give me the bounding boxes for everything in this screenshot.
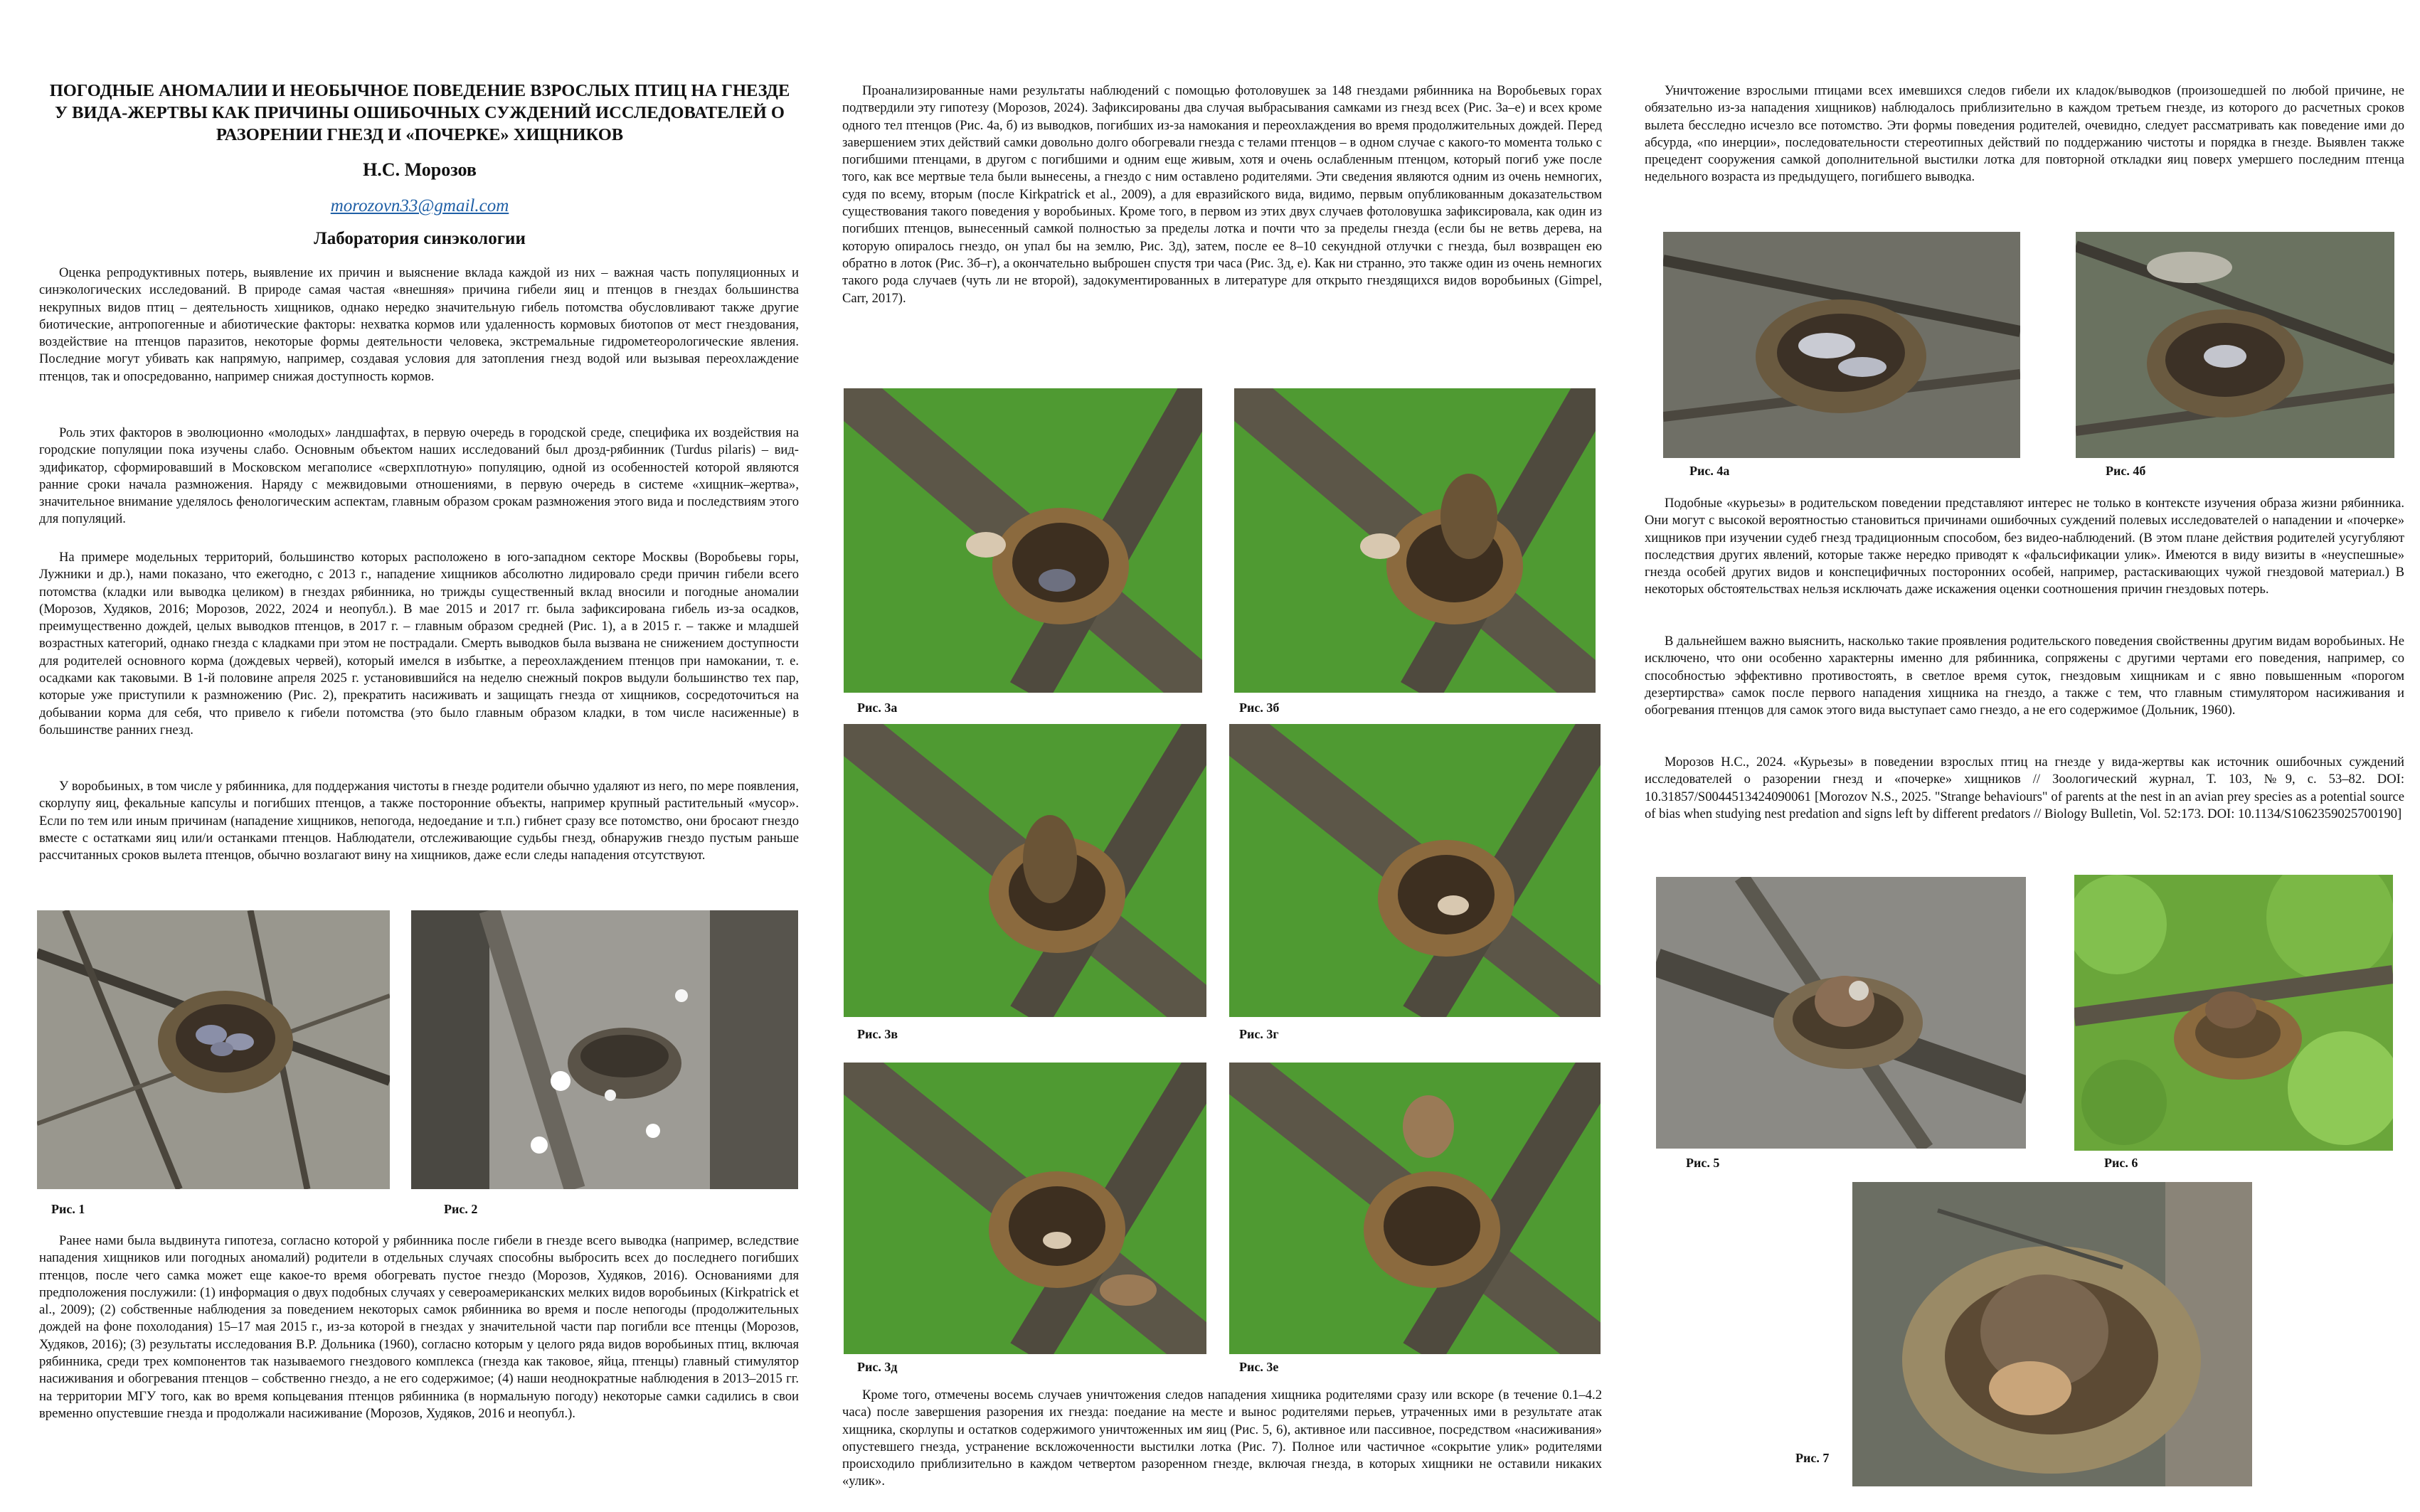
col3-paragraph-1: Уничтожение взрослыми птицами всех имевшихся следов гибели их кладок/выводков (произошедшей по любой причине, не обязательно из-за нападения хищников) наблюдалось приблизительно в каждом третьем гнезде, из которого до расчетных сроков вылета бесследно исчезло все потомство. Эти формы поведения родителей, очевидно, следует рассматривать как поведение ими до абсурда, «по инерции», последовательности стереотипных действий по поддержанию чистоты и порядка в гнезде. Выявлен также прецедент сооружения самкой дополнительной выстилки лотка для повторной откладки яиц поверх умершего последним птенца недельного возраста из предыдущего, погибшего выводка. [1645,83,2404,185]
figure-3g-caption: Рис. 3г [1239,1027,1279,1041]
figure-6-caption: Рис. 6 [2104,1156,2138,1170]
figure-6-photo [2074,875,2393,1151]
col2-paragraph-1: Проанализированные нами результаты наблюдений с помощью фотоловушек за 148 гнездами рябинника на Воробьевых горах подтвердили эту гипотезу (Морозов, 2024). Зафиксированы два случая выбрасывания самками из гнезд всех (Рис. 3а–е) и всех кроме одного тел птенцов (Рис. 4а, б) из выводков, погибших из-за намокания и переохлаждения во время продолжительных дождей. Перед завершением этих действий самки довольно долго обогревали гнезда с телами птенцов – в одном случае с какого-то момента только с погибшими птенцами, в другом с погибшими и одним еще живым, хотя и очень ослабленным птенцом, который погиб уже после того, как все мертвые тела были вынесены, а гнездо с ним оставлено родителями. Эти сведения являются одним из очень немногих, судя по всему, вторым (после Kirkpatrick et al., 2009), а для евразийского вида, видимо, первым опубликованным доказательством существования такого поведения у воробьиных. Кроме того, в первом из этих двух случаев фотоловушка зафиксировала, как один из погибших птенцов, вынесенный самкой полностью за пределы лотка и почти что за пределы гнезда (если бы не ветвь дерева, на которую опиралось гнездо, он упал бы на землю, Рис. 3д), затем, после ее 8–10 секундной отлучки с гнезда, был возвращен ею обратно в лоток (Рис. 3б–г), а окончательно выброшен спустя три часа (Рис. 3д, е). Как ни странно, это также один из очень немногих такого рода случаев (чуть ли не второй), задокументированных в литературе для открыто гнездящихся видов воробьиных (Gimpel, Carr, 2017). [842,83,1602,306]
figure-4a-caption: Рис. 4а [1689,464,1730,478]
figure-7-caption: Рис. 7 [1795,1451,1830,1465]
figure-3v-caption: Рис. 3в [857,1027,898,1041]
figure-7-photo [1852,1182,2252,1486]
col1-paragraph-1: Оценка репродуктивных потерь, выявление их причин и выяснение вклада каждой из них – важная часть популяционных и синэкологических исследований. В природе самая частая «внешняя» причина гибели яиц и птенцов в гнездах большинства некрупных видов птиц – деятельность хищников, однако нередко значительную гибель потомства обусловливают также другие биотические, антропогенные и абиотические факторы: нехватка кормов или удаленность кормовых биотопов от мест гнездования, воздействие на птенцов паразитов, некоторые формы деятельности человека, экстремальные гидрометеорологические явления. Последние могут убивать как напрямую, например, создавая условия для затопления гнезд водой или вызывая переохлаждение птенцов, так и опосредованно, например снижая доступность кормов. [39,265,799,384]
author-email-link[interactable]: morozovn33@gmail.com [330,196,509,215]
col2-paragraph-2: Кроме того, отмечены восемь случаев уничтожения следов нападения хищника родителями сразу или вскоре (в течение 0.1–4.2 часа) после завершения разорения их гнезда: поедание на месте и вынос родителями перьев, утраченных ими в результате атак хищника, скорлупы и остатков содержимого уничтоженных им яиц (Рис. 5, 6), активное или пассивное, посредством «насиживания» опустевшего гнезда, устранение вскложоченности выстилки лотка (Рис. 7). Полное или частичное «сокрытие улик» родителями происходило приблизительно в каждом четвертом разоренном гнезде, включая гнезда, в которых хищники не оставили никаких «улик». [842,1388,1602,1489]
figure-3d-photo [844,1063,1206,1354]
col1-paragraph-4: У воробьиных, в том числе у рябинника, для поддержания чистоты в гнезде родители обычно удаляют из него, по мере появления, скорлупу яиц, фекальные капсулы и погибших птенцов, а также посторонние объекты, например крупный растительный «мусор». Если по тем или иным причинам (нападение хищников, непогода, недоедание и т.п.) гибнет сразу все потомство, они бросают гнездо вместе с остатками яиц или/и останками птенцов. Наблюдатели, отслеживающие судьбы гнезд, обнаружив гнездо пустым раньше рассчитанных сроков вылета птенцов, обычно возлагают вину на хищников, даже если следы нападения отсутствуют. [39,779,799,863]
figure-3v-photo [844,724,1206,1017]
figure-3d-caption: Рис. 3д [857,1360,898,1374]
figure-3e-photo [1229,1063,1601,1354]
figure-3b-caption: Рис. 3б [1239,701,1280,715]
col3-paragraph-2: Подобные «курьезы» в родительском поведении представляют интерес не только в контексте изучения образа жизни рябинника. Они могут с высокой вероятностью становиться причинами ошибочных суждений полевых исследователей о нападении и «почерке» хищников при изучении судеб гнезд традиционным способом, без видео-наблюдений. (В этом плане действия родителей усугубляют последствия других явлений, которые также нередко приводят к «фальсификации улик». Имеются в виду визиты в «неуспешные» гнезда особей других видов и конспецифичных посторонних особей, например, растаскивающих чужой гнездовой материал.) В некоторых обстоятельствах нельзя исключать даже искажения оценки соотношения причин гнездовых потерь. [1645,496,2404,597]
figure-4b-caption: Рис. 4б [2106,464,2146,478]
figure-4b-photo [2076,232,2394,458]
figure-4a-photo [1663,232,2020,458]
figure-3g-photo [1229,724,1601,1017]
col3-reference: Морозов Н.С., 2024. «Курьезы» в поведении взрослых птиц на гнезде у вида-жертвы как источник ошибочных суждений исследователей о разорении гнезд и «почерке» хищников // Зоологический журнал, Т. 103, №9, с. 53–82. DOI: 10.31857/S0044513424090061 [Morozov N.S., 2025. "Strange behaviours" of parents at the nest in an avian prey species as a potential source of bias when studying nest predation and signs left by different predators // Biology Bulletin, Vol. 52:173. DOI: 10.1134/S1062359025700190] [1645,755,2404,821]
figure-2-caption: Рис. 2 [444,1202,478,1216]
col3-paragraph-3: В дальнейшем важно выяснить, насколько такие проявления родительского поведения свойственны другим видам воробьиных. Не исключено, что они особенно характерны именно для рябинника, сопряжены с другими чертами его поведения, например, со способностью эффективно противостоять, в светлое время суток, гнездовым хищникам и с явно повышенным «порогом дезертирства» самок после первого нападения хищника на гнездо, а также с тем, что главным стимулятором насиживания и обогревания птенцов для самок этого вида выступает само гнездо, а не его содержимое (Дольник, 1960). [1645,634,2404,718]
col1-paragraph-3: На примере модельных территорий, большинство которых расположено в юго-западном секторе Москвы (Воробьевы горы, Лужники и др.), нами показано, что ежегодно, с 2013 г., нападение хищников абсолютно лидировало среди причин гибели всего потомства (кладки или выводка целиком) в гнездах рябинника, но трижды существенный вклад вносили и погодные аномалии (Морозов, Худяков, 2016; Морозов, 2022, 2024 и неопубл.). В мае 2015 и 2017 гг. была зафиксирована гибель из-за осадков, преимущественно дождей, целых выводков птенцов, в 2017 г. – главным образом средней (Рис. 1), а в 2015 г. – также и младшей возрастных категорий, однако гнезда с кладками при этом не пострадали. Смерть выводков была вызвана не снижением доступности для родителей основного корма (дождевых червей), который имелся в избытке, а переохлаждением птенцов при намокании, т. е. осадками как таковыми. В 1-й половине апреля 2025 г. установившийся на неделю снежный покров выдули большинство тех пар, которые уже приступили к размножению (Рис. 2), прекратить насиживать и защищать гнезда от хищников, сосредоточиться на добывании корма для себя, что привело к гибели потомства (это было главным образом кладки, в том числе насиженные) в большинстве ранних гнезд. [39,550,799,738]
lab-name: Лаборатория синэкологии [314,229,526,248]
paper-title: ПОГОДНЫЕ АНОМАЛИИ И НЕОБЫЧНОЕ ПОВЕДЕНИЕ ВЗРОСЛЫХ ПТИЦ НА ГНЕЗДЕ У ВИДА-ЖЕРТВЫ КАК ПРИЧИНЫ ОШИБОЧНЫХ СУЖДЕНИЙ ИССЛЕДОВАТЕЛЕЙ О РАЗОРЕНИИ ГНЕЗД И «ПОЧЕРКЕ» ХИЩНИКОВ [49,81,790,144]
figure-3a-caption: Рис. 3а [857,701,898,715]
figure-3e-caption: Рис. 3е [1239,1360,1279,1374]
figure-1-caption: Рис. 1 [51,1202,85,1216]
figure-3a-photo [844,388,1202,693]
figure-5-caption: Рис. 5 [1686,1156,1720,1170]
figure-5-photo [1656,877,2026,1149]
col1-paragraph-5: Ранее нами была выдвинута гипотеза, согласно которой у рябинника после гибели в гнезде всего выводка (например, вследствие нападения хищников или погодных аномалий) родители в отдельных случаях способны выбросить всех до последнего погибших птенцов, после чего самка может еще какое-то время обогревать пустое гнездо (Морозов, Худяков, 2016). Основаниями для предположения послужили: (1) информация о двух подобных случаях у североамериканских мелких видов воробьиных (Kirkpatrick et al., 2009); (2) собственные наблюдения за поведением некоторых самок рябинника во время и после непогоды (продолжительных дождей на фоне похолодания) 15–17 мая 2015 г., из-за которой в гнездах у значительной части пар погибли все птенцы (Морозов, Худяков, 2016); (3) результаты исследования В.Р. Дольника (1960), согласно которым у целого ряда видов воробьиных птиц, включая рябинника, среди трех компонентов так называемого гнездового комплекса (гнезда как таковое, яйца, птенцы) главный стимулятор насиживания и обогревания птенцов – собственно гнездо, а не его содержимое; (4) наши неоднократные наблюдения в 2013–2015 гг. на территории МГУ того, как во время копьцевания птенцов рябинника (в нормальную погоду) некоторые самки садились в свои временно опустевшие гнезда и продолжали насиживание (Морозов, Худяков, 2016 и неопубл.). [39,1233,799,1421]
figure-3b-photo [1234,388,1596,693]
col1-paragraph-2: Роль этих факторов в эволюционно «молодых» ландшафтах, в первую очередь в городской среде, специфика их воздействия на городские популяции пока изучены слабо. Основным объектом наших исследований был дрозд-рябинник (Turdus pilaris) – вид-эдификатор, сформировавший в Московском мегаполисе «сверхплотную» популяцию, одной из особенностей которой являются ранние сроки начала размножения. Наряду с межвидовыми отношениями, в первую очередь в системе «хищник–жертва», значительное внимание уделялось фенологическим аспектам, главным образом срокам размножения этого вида и последствиям этого для популяций. [39,425,799,527]
figure-2-snow-nest-photo [411,910,798,1189]
author-name: Н.С. Морозов [363,159,477,180]
figure-1-nest-photo [37,910,390,1189]
